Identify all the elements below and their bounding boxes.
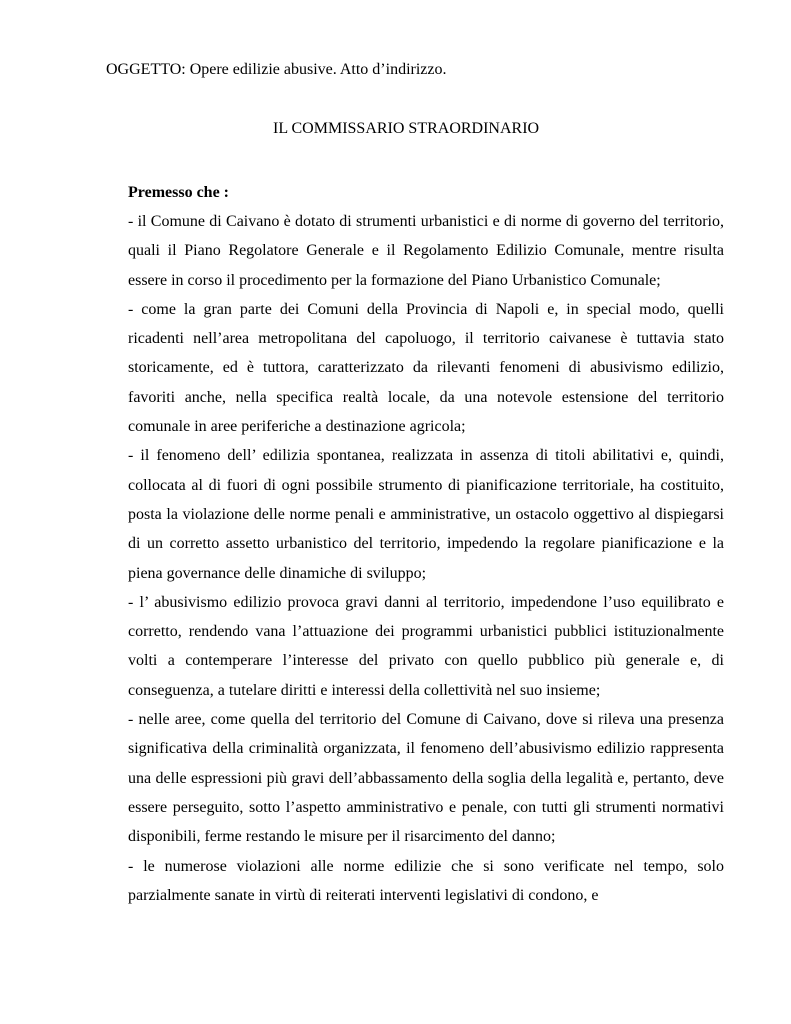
premise-label: Premesso che : — [128, 184, 229, 201]
paragraph-2: - come la gran parte dei Comuni della Provincia di Napoli e, in special modo, quelli ricadenti nell’area metropolitana del capoluogo, il territorio caivanese è tuttavia stato storicamente, ed è tuttora, caratterizzato da rilevanti fenomeni di abusivismo edilizio, favoriti anche, nella specifica realtà locale, da una notevole estensione del territorio comunale in aree periferiche a destinazione agricola; — [128, 300, 724, 436]
paragraph-4: - l’ abusivismo edilizio provoca gravi danni al territorio, impedendone l’uso equilibrato e corretto, rendendo vana l’attuazione dei programmi urbanistici pubblici istituzionalmente volti a contemperare l’interesse del privato con quello pubblico più generale e, di conseguenza, a tutelare diritti e interessi della collettività nel suo insieme; — [128, 593, 724, 699]
document-subject: OGGETTO: Opere edilizie abusive. Atto d’indirizzo. — [106, 61, 447, 78]
paragraph-6: - le numerose violazioni alle norme edilizie che si sono verificate nel tempo, solo parzialmente sanate in virtù di reiterati interventi legislativi di condono, e — [128, 857, 724, 904]
document-body — [128, 178, 724, 910]
paragraph-1: - il Comune di Caivano è dotato di strumenti urbanistici e di norme di governo del territorio, quali il Piano Regolatore Generale e il Regolamento Edilizio Comunale, mentre risulta essere in corso il procedimento per la formazione del Piano Urbanistico Comunale; — [128, 213, 724, 289]
paragraph-3: - il fenomeno dell’ edilizia spontanea, realizzata in assenza di titoli abilitativi e, quindi, collocata al di fuori di ogni possibile strumento di pianificazione territoriale, ha costituito, posta la violazione delle norme penali e amministrative, un ostacolo oggettivo al dispiegarsi di un corretto assetto urbanistico del territorio, impedendo la regolare pianificazione e la piena governance delle dinamiche di sviluppo; — [128, 447, 724, 582]
document-heading: IL COMMISSARIO STRAORDINARIO — [273, 120, 540, 137]
paragraph-5: - nelle aree, come quella del territorio del Comune di Caivano, dove si rileva una presenza significativa della criminalità organizzata, il fenomeno dell’abusivismo edilizio rappresenta una delle espressioni più gravi dell’abbassamento della soglia della legalità e, pertanto, deve essere perseguito, sotto l’aspetto amministrativo e penale, con tutti gli strumenti normativi disponibili, ferme restando le misure per il risarcimento del danno; — [128, 711, 724, 846]
